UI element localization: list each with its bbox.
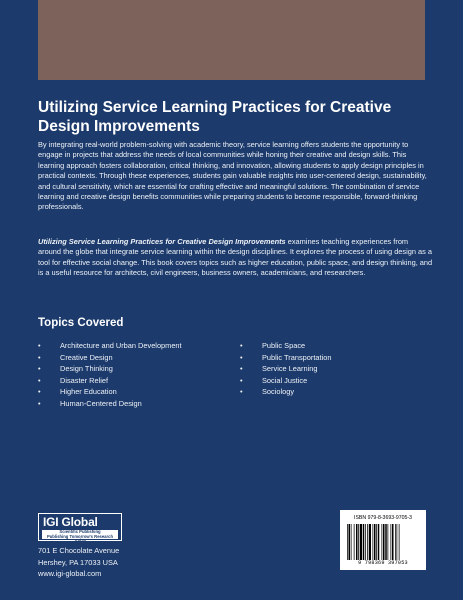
bullet-icon: • bbox=[240, 364, 243, 374]
summary-book-title: Utilizing Service Learning Practices for Creative Design Improvements bbox=[38, 237, 286, 246]
bullet-icon: • bbox=[240, 341, 243, 350]
topics-list-left bbox=[38, 340, 238, 410]
topic-item: • Architecture and Urban Development bbox=[38, 341, 182, 350]
isbn-barcode bbox=[340, 510, 426, 570]
topic-item: • Human-Centered Design bbox=[38, 398, 142, 408]
bullet-icon: • bbox=[38, 352, 41, 362]
address-city: Hershey, PA 17033 USA bbox=[38, 557, 118, 567]
summary-paragraph bbox=[38, 237, 433, 279]
topic-item: • Disaster Relief bbox=[38, 375, 109, 385]
bullet-icon: • bbox=[38, 341, 41, 350]
publisher-website: www.igi-global.com bbox=[38, 569, 102, 579]
topic-item: • Higher Education bbox=[38, 387, 117, 397]
cover-photo-band bbox=[38, 0, 425, 80]
publisher-address bbox=[38, 545, 119, 580]
isbn-label: ISBN 979-8-3693-9705-3 bbox=[354, 515, 412, 521]
topic-item: • Service Learning bbox=[240, 364, 318, 374]
igi-global-logo bbox=[38, 513, 122, 541]
topic-item: • Sociology bbox=[240, 387, 295, 397]
description-paragraph: By integrating real-world problem-solving with academic theory, service learning offers students the opportunity to engage in projects that address the needs of local communities while honing their creative and design skills. This learning approach fosters collaboration, critical thinking, and innovation, allowing students to apply design principles in practical contexts. Through these experiences, students gain valuable insights into user-centered design, sustainability, and cultural sensitivity, which are essential for crafting effective and meaningful solutions. The combination of service learning and creative design benefits communities while preparing students to become responsible, forward-thinking professionals. bbox=[38, 140, 427, 212]
barcode-digits: 9 798369 397053 bbox=[358, 560, 408, 566]
topic-item: • Public Transportation bbox=[240, 352, 332, 362]
bullet-icon: • bbox=[38, 398, 41, 408]
topics-list-right bbox=[240, 340, 430, 398]
topic-item: • Public Space bbox=[240, 341, 306, 350]
bullet-icon: • bbox=[240, 387, 243, 397]
topic-item: • Social Justice bbox=[240, 375, 308, 385]
book-title: Utilizing Service Learning Practices for Creative Design Improvements bbox=[38, 99, 392, 135]
topic-item: • Creative Design bbox=[38, 352, 113, 362]
logo-tagline: Scientific Publishing Publishing Tomorrow's Research Today bbox=[42, 530, 118, 539]
bullet-icon: • bbox=[38, 364, 41, 374]
bullet-icon: • bbox=[38, 387, 41, 397]
barcode-bars-icon bbox=[346, 524, 420, 560]
bullet-icon: • bbox=[240, 375, 243, 385]
topics-heading: Topics Covered bbox=[38, 317, 124, 329]
topic-item: • Design Thinking bbox=[38, 364, 113, 374]
summary-text: examines teaching experiences from around the globe that integrate service learning within the design disciplines. It explores the process of using design as a tool for effective social change. This book covers topics such as higher education, public space, and design thinking, and is a useful resource for architects, civil engineers, business owners, academicians, and researchers. bbox=[38, 237, 433, 278]
bullet-icon: • bbox=[240, 352, 243, 362]
logo-name: IGI Global bbox=[43, 515, 98, 529]
bullet-icon: • bbox=[38, 375, 41, 385]
address-street: 701 E Chocolate Avenue bbox=[38, 546, 120, 555]
